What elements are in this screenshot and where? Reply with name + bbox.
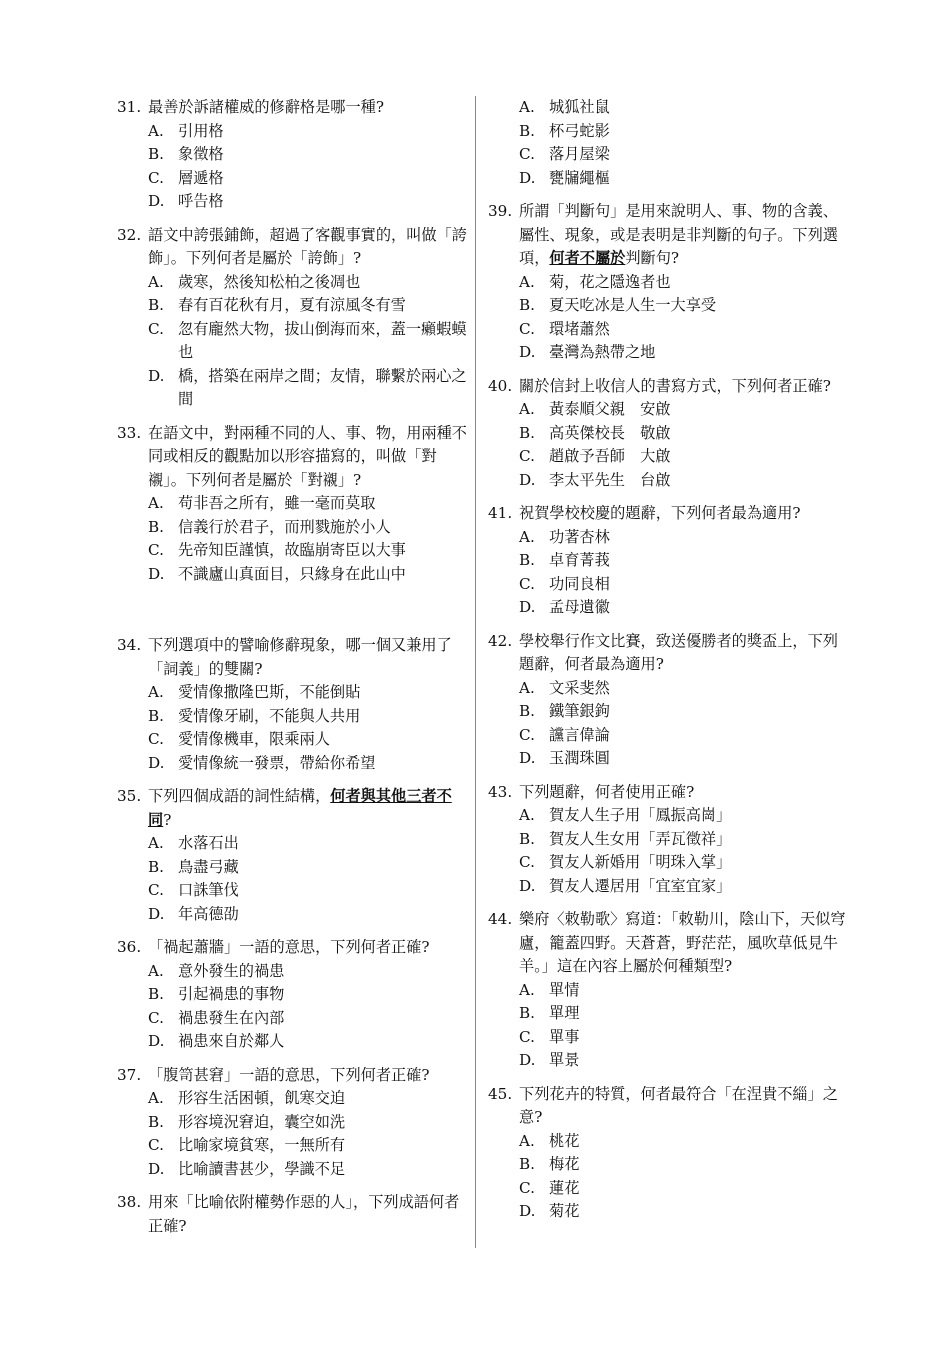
option-c: [117, 539, 467, 563]
option-d: [488, 1049, 848, 1073]
option-text: 單情: [549, 980, 580, 999]
question-text: [488, 630, 848, 677]
option-letter: D.: [519, 1202, 536, 1220]
option-a: [488, 677, 848, 701]
option-d: [488, 341, 848, 365]
option-b: [488, 549, 848, 573]
option-text: 單景: [549, 1051, 580, 1069]
question-31: [117, 96, 467, 214]
option-text: 高英傑校長 敬啟: [549, 423, 671, 442]
option-b: [488, 700, 848, 724]
question-text: [488, 1083, 848, 1130]
option-letter: D.: [519, 598, 536, 616]
option-text: 愛情像機車，限乘兩人: [178, 730, 330, 748]
option-a: [117, 1087, 467, 1111]
option-text: 先帝知臣謹慎，故臨崩寄臣以大事: [178, 541, 406, 559]
question-text: [117, 1191, 467, 1238]
question-40: [488, 375, 848, 493]
question-35: [117, 785, 467, 926]
option-letter: B.: [148, 296, 164, 314]
option-d: [488, 1200, 848, 1224]
option-letter: C.: [148, 1008, 164, 1027]
question-text: [488, 781, 848, 805]
option-letter: B.: [519, 551, 535, 569]
question-38-options: [488, 96, 848, 190]
question-number: 37.: [117, 1065, 142, 1084]
option-text: 單理: [549, 1004, 580, 1022]
left-column: [117, 96, 467, 1238]
option-c: [488, 318, 848, 342]
question-45: [488, 1083, 848, 1224]
question-32: [117, 224, 467, 412]
option-b: [117, 1111, 467, 1135]
option-letter: B.: [519, 296, 535, 314]
option-letter: C.: [148, 1136, 164, 1154]
right-column: [488, 96, 848, 1234]
option-text: 臺灣為熱帶之地: [549, 343, 656, 361]
option-text: 比喻家境貧寒，一無所有: [178, 1136, 346, 1154]
question-36: [117, 936, 467, 1054]
option-b: [117, 856, 467, 880]
emphasis-text: 何者不屬於: [549, 249, 626, 267]
option-text: 梅花: [549, 1155, 580, 1173]
option-letter: A.: [148, 272, 164, 291]
question-text-part: 下列四個成語的詞性結構，: [148, 787, 331, 805]
option-text: 蓮花: [549, 1178, 580, 1197]
option-text: 禍患來自於鄰人: [178, 1032, 285, 1050]
option-text: 鐵筆銀鉤: [549, 702, 610, 720]
option-letter: D.: [519, 343, 536, 361]
question-text: [117, 634, 467, 681]
option-text: 象徵格: [178, 145, 224, 163]
option-d: [488, 167, 848, 191]
option-letter: A.: [519, 1131, 535, 1150]
option-letter: C.: [519, 1178, 535, 1197]
option-letter: D.: [519, 749, 536, 767]
option-text: 孟母遺徽: [549, 598, 610, 616]
question-text-part: 關於信封上收信人的書寫方式，下列何者正確?: [519, 376, 831, 395]
option-letter: D.: [148, 1159, 165, 1178]
question-text: [117, 422, 467, 493]
option-text: 夏天吃冰是人生一大享受: [549, 296, 717, 314]
question-number: 34.: [117, 636, 142, 654]
option-letter: D.: [519, 470, 536, 489]
option-d: [117, 1030, 467, 1054]
option-letter: C.: [148, 881, 164, 899]
question-text: [117, 96, 467, 120]
option-c: [117, 318, 467, 365]
option-a: [117, 832, 467, 856]
option-text: 水落石出: [178, 834, 239, 852]
option-letter: B.: [148, 517, 164, 536]
option-text: 桃花: [549, 1131, 580, 1150]
question-44: [488, 908, 848, 1073]
option-d: [117, 365, 467, 412]
option-letter: D.: [148, 753, 165, 772]
question-text-part: 所謂「判斷句」是用來說明人、事、物的含義、屬性、現象，或是表明是非判斷的句子。下列選項，: [519, 202, 838, 267]
question-38-stem: [117, 1191, 467, 1238]
option-d: [488, 875, 848, 899]
option-text: 玉潤珠圓: [549, 749, 610, 767]
option-b: [117, 705, 467, 729]
option-letter: C.: [148, 541, 164, 559]
option-text: 橋，搭築在兩岸之間；友情，聯繫於兩心之間: [178, 366, 467, 408]
question-text-part: 「腹笥甚窘」一語的意思，下列何者正確?: [148, 1065, 430, 1084]
option-letter: D.: [148, 1032, 165, 1050]
option-letter: D.: [519, 1051, 536, 1069]
option-text: 賀友人遷居用「宜室宜家」: [549, 876, 732, 895]
option-letter: A.: [148, 961, 164, 980]
question-text: [117, 224, 467, 271]
option-c: [117, 879, 467, 903]
option-letter: C.: [519, 725, 535, 744]
option-text: 卓育菁莪: [549, 551, 610, 569]
question-number: 32.: [117, 225, 142, 244]
option-text: 文采斐然: [549, 678, 610, 697]
option-text: 賀友人生子用「鳳振高崗」: [549, 806, 732, 824]
option-a: [488, 979, 848, 1003]
option-text: 趙啟予吾師 大啟: [549, 447, 671, 465]
option-d: [117, 1158, 467, 1182]
option-a: [117, 492, 467, 516]
option-letter: A.: [519, 678, 535, 697]
question-text-part: 下列花卉的特質，何者最符合「在涅貴不緇」之意?: [519, 1084, 838, 1126]
option-a: [117, 960, 467, 984]
option-letter: A.: [148, 683, 164, 701]
option-d: [488, 747, 848, 771]
option-b: [488, 294, 848, 318]
question-text: [488, 502, 848, 526]
option-text: 禍患發生在內部: [178, 1008, 285, 1027]
question-42: [488, 630, 848, 771]
option-text: 歲寒，然後知松柏之後凋也: [178, 272, 361, 291]
question-text-part: 學校舉行作文比賽，致送優勝者的獎盃上，下列題辭，何者最為適用?: [519, 631, 838, 673]
option-text: 年高德劭: [178, 904, 239, 923]
question-37: [117, 1064, 467, 1182]
option-text: 杯弓蛇影: [549, 121, 610, 140]
option-c: [488, 573, 848, 597]
question-number: 36.: [117, 938, 142, 956]
option-c: [488, 724, 848, 748]
option-letter: C.: [519, 853, 535, 871]
option-text: 功著杏林: [549, 527, 610, 546]
option-a: [117, 120, 467, 144]
option-d: [117, 190, 467, 214]
question-text-part: 下列題辭，何者使用正確?: [519, 782, 695, 801]
question-text: [488, 375, 848, 399]
option-letter: B.: [519, 1004, 535, 1022]
option-letter: B.: [148, 706, 164, 725]
option-text: 不識廬山真面目，只緣身在此山中: [178, 564, 406, 583]
question-number: 41.: [488, 504, 513, 522]
option-letter: D.: [148, 904, 165, 923]
option-letter: C.: [519, 447, 535, 465]
option-text: 引用格: [178, 121, 224, 140]
option-c: [488, 143, 848, 167]
option-letter: B.: [148, 145, 164, 163]
option-text: 單事: [549, 1027, 580, 1046]
option-d: [117, 752, 467, 776]
option-b: [488, 1153, 848, 1177]
option-a: [488, 271, 848, 295]
option-letter: A.: [148, 494, 164, 512]
option-c: [488, 1026, 848, 1050]
option-text: 呼告格: [178, 192, 224, 210]
question-number: 45.: [488, 1084, 513, 1103]
question-33: [117, 422, 467, 587]
question-text-part: 用來「比喻依附權勢作惡的人」，下列成語何者正確?: [148, 1193, 460, 1235]
option-b: [488, 1002, 848, 1026]
option-letter: A.: [148, 121, 164, 140]
option-d: [488, 596, 848, 620]
question-text: [488, 908, 848, 979]
option-a: [488, 96, 848, 120]
option-c: [117, 728, 467, 752]
option-text: 形容境況窘迫，囊空如洗: [178, 1112, 346, 1131]
question-number: 31.: [117, 98, 142, 116]
option-letter: A.: [519, 806, 535, 824]
option-letter: C.: [148, 730, 164, 748]
option-letter: B.: [148, 985, 164, 1003]
option-text: 黃泰順父親 安啟: [549, 400, 671, 418]
option-letter: C.: [148, 168, 164, 187]
option-letter: D.: [519, 168, 536, 187]
option-text: 李太平先生 台啟: [549, 470, 671, 489]
option-text: 比喻讀書甚少，學識不足: [178, 1159, 346, 1178]
option-text: 城狐社鼠: [549, 98, 610, 116]
option-text: 甕牖繩樞: [549, 168, 610, 187]
option-text: 菊花: [549, 1202, 580, 1220]
question-text-part: 下列選項中的譬喻修辭現象，哪一個又兼用了「詞義」的雙關?: [148, 636, 452, 678]
question-text-part: 最善於訴諸權威的修辭格是哪一種?: [148, 98, 384, 116]
option-text: 鳥盡弓藏: [178, 857, 239, 876]
question-number: 38.: [117, 1193, 142, 1211]
option-b: [117, 516, 467, 540]
question-text-part: 語文中誇張鋪飾，超過了客觀事實的，叫做「誇飾」。下列何者是屬於「誇飾」?: [148, 225, 467, 267]
option-letter: B.: [519, 1155, 535, 1173]
option-text: 形容生活困頓，飢寒交迫: [178, 1089, 346, 1107]
option-letter: A.: [148, 834, 164, 852]
option-c: [488, 1177, 848, 1201]
question-34: [117, 634, 467, 775]
question-number: 35.: [117, 787, 142, 805]
option-letter: A.: [519, 527, 535, 546]
question-number: 39.: [488, 202, 513, 220]
option-letter: D.: [148, 192, 165, 210]
option-c: [488, 445, 848, 469]
option-c: [117, 167, 467, 191]
option-letter: C.: [519, 319, 535, 338]
option-letter: A.: [519, 98, 535, 116]
option-text: 引起禍患的事物: [178, 985, 285, 1003]
option-text: 忽有龐然大物，拔山倒海而來，蓋一癩蝦蟆也: [178, 319, 467, 361]
emphasis-text: 何者與其他三者不同: [148, 787, 452, 829]
question-number: 43.: [488, 782, 513, 801]
option-letter: C.: [519, 574, 535, 593]
option-letter: B.: [519, 423, 535, 442]
option-letter: B.: [519, 829, 535, 848]
option-letter: D.: [148, 564, 165, 583]
option-letter: D.: [519, 876, 536, 895]
option-text: 口誅筆伐: [178, 881, 239, 899]
question-number: 40.: [488, 376, 513, 395]
option-text: 環堵蕭然: [549, 319, 610, 338]
option-d: [117, 563, 467, 587]
option-text: 賀友人新婚用「明珠入掌」: [549, 853, 732, 871]
option-letter: B.: [148, 1112, 164, 1131]
option-letter: B.: [519, 121, 535, 140]
option-text: 意外發生的禍患: [178, 961, 285, 980]
option-b: [488, 828, 848, 852]
option-b: [488, 120, 848, 144]
option-a: [488, 1130, 848, 1154]
option-text: 愛情像撒隆巴斯，不能倒貼: [178, 683, 361, 701]
option-d: [488, 469, 848, 493]
option-text: 落月屋梁: [549, 145, 610, 163]
option-c: [117, 1007, 467, 1031]
option-a: [117, 271, 467, 295]
option-b: [117, 983, 467, 1007]
question-number: 33.: [117, 423, 142, 442]
option-d: [117, 903, 467, 927]
option-text: 賀友人生女用「弄瓦徵祥」: [549, 829, 732, 848]
option-a: [488, 526, 848, 550]
option-text: 讜言偉論: [549, 725, 610, 744]
option-text: 菊，花之隱逸者也: [549, 272, 671, 291]
option-letter: C.: [148, 319, 164, 338]
option-letter: D.: [148, 366, 165, 385]
question-text: [117, 785, 467, 832]
option-b: [117, 143, 467, 167]
option-letter: B.: [519, 702, 535, 720]
question-text: [117, 936, 467, 960]
option-a: [488, 398, 848, 422]
option-b: [117, 294, 467, 318]
option-text: 信義行於君子，而刑戮施於小人: [178, 517, 391, 536]
option-letter: C.: [519, 145, 535, 163]
option-letter: C.: [519, 1027, 535, 1046]
option-c: [117, 1134, 467, 1158]
option-text: 功同良相: [549, 574, 610, 593]
question-number: 42.: [488, 631, 513, 650]
option-text: 愛情像牙刷，不能與人共用: [178, 706, 361, 725]
question-43: [488, 781, 848, 899]
question-39: [488, 200, 848, 365]
question-text: [488, 200, 848, 271]
option-c: [488, 851, 848, 875]
question-text-part: 祝賀學校校慶的題辭，下列何者最為適用?: [519, 504, 801, 522]
question-text-part: 「禍起蕭牆」一語的意思，下列何者正確?: [148, 938, 430, 956]
question-number: 44.: [488, 910, 513, 928]
option-letter: B.: [148, 857, 164, 876]
option-text: 愛情像統一發票，帶給你希望: [178, 753, 376, 772]
question-text-part: ?: [163, 810, 172, 829]
column-gap: [117, 596, 467, 634]
question-text-part: 樂府〈敕勒歌〉寫道：「敕勒川，陰山下，天似穹廬，籠蓋四野。天蒼蒼，野茫茫，風吹草低見牛羊。」這在內容上屬於何種類型?: [519, 910, 846, 975]
option-a: [117, 681, 467, 705]
column-divider: [475, 96, 476, 1248]
option-letter: A.: [519, 272, 535, 291]
option-letter: A.: [519, 980, 535, 999]
question-41: [488, 502, 848, 620]
option-text: 層遞格: [178, 168, 224, 187]
question-text: [117, 1064, 467, 1088]
option-text: 苟非吾之所有，雖一毫而莫取: [178, 494, 376, 512]
option-letter: A.: [519, 400, 535, 418]
option-text: 春有百花秋有月，夏有涼風冬有雪: [178, 296, 406, 314]
option-a: [488, 804, 848, 828]
option-letter: A.: [148, 1089, 164, 1107]
question-text-part: 判斷句?: [625, 249, 680, 267]
option-b: [488, 422, 848, 446]
question-text-part: 在語文中，對兩種不同的人、事、物，用兩種不同或相反的觀點加以形容描寫的，叫做「對襯」。下列何者是屬於「對襯」?: [148, 423, 467, 489]
